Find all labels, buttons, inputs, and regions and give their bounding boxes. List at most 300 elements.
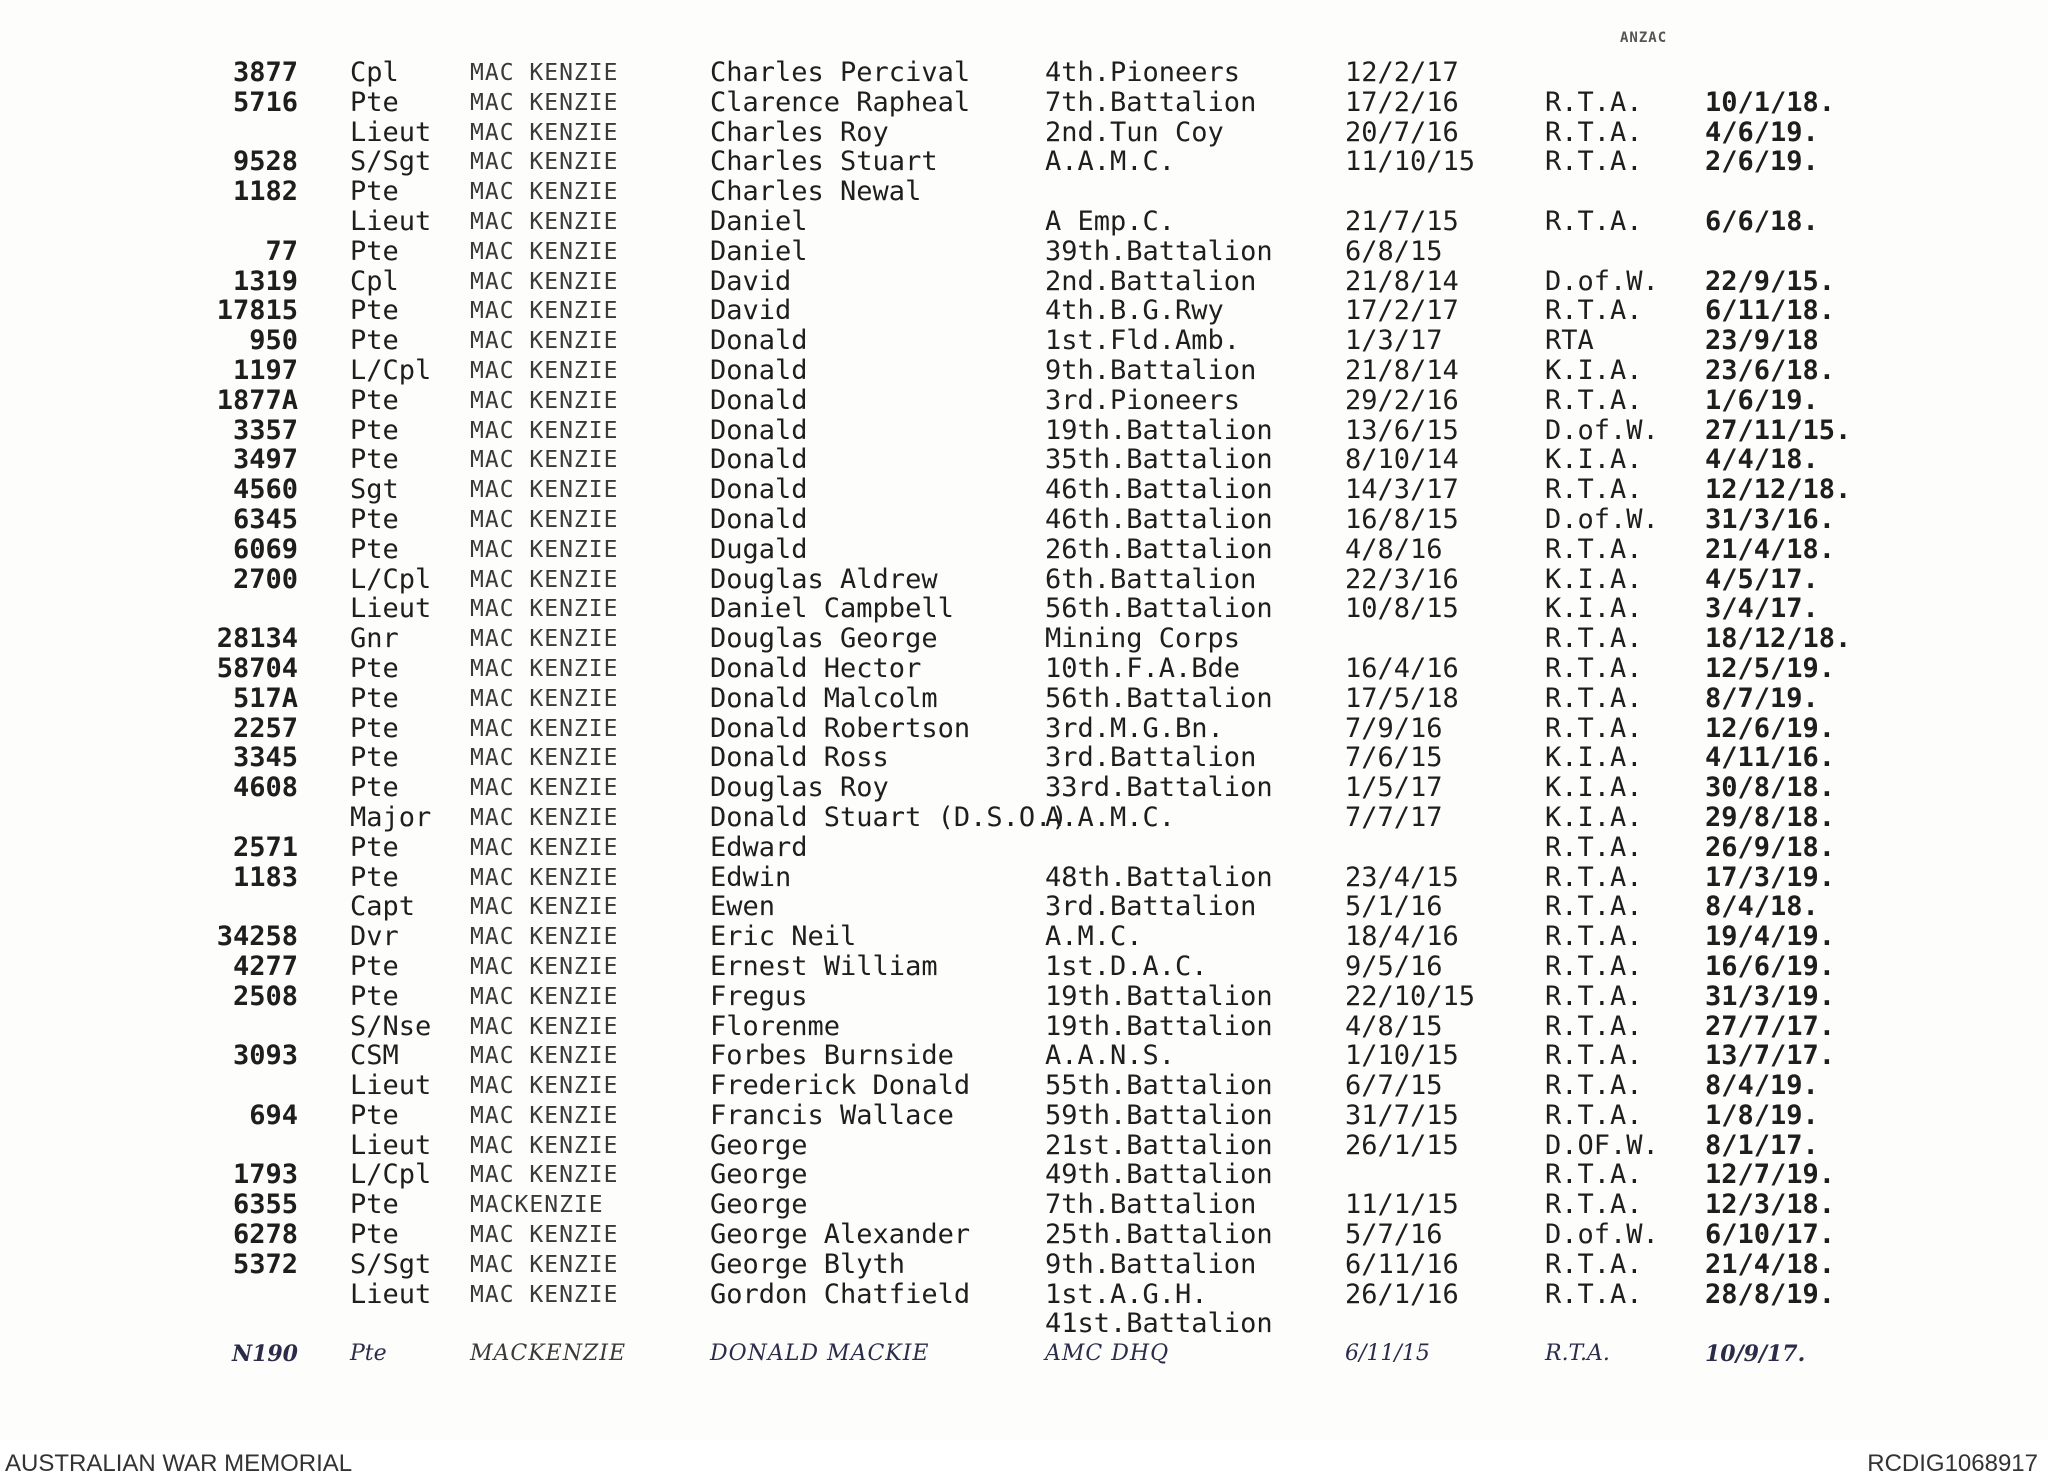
rank: Pte [350, 176, 399, 208]
surname: MAC KENZIE [470, 1162, 619, 1189]
rank: L/Cpl [350, 354, 432, 386]
roll-row [0, 505, 2048, 535]
unit: A Emp.C. [1045, 205, 1176, 237]
unit: A.M.C. [1045, 921, 1143, 953]
fate: R.T.A. [1545, 921, 1643, 953]
given-names: Donald Malcolm [710, 682, 938, 714]
rank: Gnr [350, 623, 399, 655]
roll-row [0, 416, 2048, 446]
roll-row [0, 1309, 2048, 1339]
rank: Cpl [350, 57, 399, 88]
surname: MAC KENZIE [470, 506, 619, 533]
rank: Lieut [350, 1278, 432, 1310]
rank: Pte [350, 1189, 399, 1221]
given-names: Charles Roy [710, 116, 889, 148]
roll-row [0, 684, 2048, 714]
rank: S/Sgt [350, 1248, 432, 1280]
service-number: 2700 [232, 563, 298, 595]
given-names: Douglas George [710, 623, 938, 655]
enlistment-date: 4/8/15 [1345, 1010, 1443, 1042]
surname: MAC KENZIE [470, 179, 619, 206]
fate-date: 27/7/17. [1705, 1010, 1836, 1042]
given-names: Ernest William [710, 950, 938, 982]
surname: MAC KENZIE [470, 298, 619, 325]
enlistment-date: 4/8/16 [1345, 533, 1443, 565]
fate: R.T.A. [1545, 950, 1643, 982]
given-names: Francis Wallace [710, 1099, 954, 1131]
enlistment-date: 17/5/18 [1345, 682, 1459, 714]
given-names: Eric Neil [710, 921, 857, 953]
enlistment-date: 11/10/15 [1345, 146, 1476, 178]
unit: 1st.A.G.H. [1045, 1278, 1208, 1310]
roll-row [0, 743, 2048, 773]
roll-row [0, 922, 2048, 952]
surname: MAC KENZIE [470, 477, 619, 504]
surname: MAC KENZIE [470, 745, 619, 772]
given-names: Daniel [710, 235, 808, 267]
surname: MAC KENZIE [470, 1102, 619, 1129]
surname: MAC KENZIE [470, 268, 619, 295]
unit: 1st.D.A.C. [1045, 950, 1208, 982]
unit: 56th.Battalion [1045, 682, 1273, 714]
fate: D.of.W. [1545, 503, 1659, 535]
unit: A.A.M.C. [1045, 801, 1176, 833]
rank: Pte [350, 86, 399, 118]
given-names: DONALD MACKIE [710, 1341, 930, 1367]
service-number: 3497 [232, 444, 298, 476]
unit: 10th.F.A.Bde [1045, 652, 1241, 684]
fate-date: 6/11/18. [1705, 295, 1836, 327]
footer-record-id: RCDIG1068917 [1867, 1450, 2038, 1477]
surname: MAC KENZIE [470, 864, 619, 891]
rank: Pte [350, 503, 399, 535]
given-names: Charles Stuart [710, 146, 938, 178]
service-number: 2508 [232, 980, 298, 1012]
fate: K.I.A. [1545, 593, 1643, 625]
fate: R.T.A. [1545, 623, 1643, 655]
fate: R.T.A. [1545, 146, 1643, 178]
unit: 2nd.Tun Coy [1045, 116, 1224, 148]
enlistment-date: 1/5/17 [1345, 772, 1443, 804]
fate: RTA [1545, 325, 1594, 357]
fate: R.T.A. [1545, 712, 1643, 744]
rank: Cpl [350, 265, 399, 297]
fate-date: 16/6/19. [1705, 950, 1836, 982]
nominal-roll-list [0, 58, 2048, 1369]
fate-date: 17/3/19. [1705, 861, 1836, 893]
fate-date: 12/7/19. [1705, 1159, 1836, 1191]
rank: Dvr [350, 921, 399, 953]
fate: R.T.A. [1545, 652, 1643, 684]
enlistment-date: 16/4/16 [1345, 652, 1459, 684]
fate: K.I.A. [1545, 444, 1643, 476]
enlistment-date: 1/10/15 [1345, 1040, 1459, 1072]
fate: K.I.A. [1545, 801, 1643, 833]
roll-row [0, 892, 2048, 922]
roll-row [0, 594, 2048, 624]
fate-date: 3/4/17. [1705, 593, 1819, 625]
given-names: Donald [710, 325, 808, 357]
unit: 49th.Battalion [1045, 1159, 1273, 1191]
rank: L/Cpl [350, 1159, 432, 1191]
given-names: Daniel [710, 205, 808, 237]
unit: 26th.Battalion [1045, 533, 1273, 565]
fate: R.T.A. [1545, 384, 1643, 416]
service-number: 6069 [232, 533, 298, 565]
surname: MAC KENZIE [470, 804, 619, 831]
fate-date: 12/5/19. [1705, 652, 1836, 684]
surname: MAC KENZIE [470, 834, 619, 861]
fate: K.I.A. [1545, 772, 1643, 804]
service-number: 1793 [232, 1159, 298, 1191]
roll-row [0, 714, 2048, 744]
unit: 59th.Battalion [1045, 1099, 1273, 1131]
unit: 3rd.Battalion [1045, 891, 1257, 923]
roll-row [0, 296, 2048, 326]
fate: R.T.A. [1545, 891, 1643, 923]
enlistment-date: 26/1/16 [1345, 1278, 1459, 1310]
unit: 39th.Battalion [1045, 235, 1273, 267]
service-number: 2257 [232, 712, 298, 744]
given-names: Donald [710, 354, 808, 386]
unit: 7th.Battalion [1045, 86, 1257, 118]
rank: Pte [350, 1341, 387, 1367]
service-number: 3093 [232, 1040, 298, 1072]
fate-date: 23/6/18. [1705, 354, 1836, 386]
service-number: 1197 [232, 354, 298, 386]
fate-date: 4/4/18. [1705, 444, 1819, 476]
fate: D.of.W. [1545, 1219, 1659, 1251]
enlistment-date: 6/8/15 [1345, 235, 1443, 267]
enlistment-date: 22/10/15 [1345, 980, 1476, 1012]
fate: R.T.A. [1545, 682, 1643, 714]
given-names: Douglas Roy [710, 772, 889, 804]
unit: 19th.Battalion [1045, 1010, 1273, 1042]
enlistment-date: 23/4/15 [1345, 861, 1459, 893]
unit: 3rd.Pioneers [1045, 384, 1241, 416]
unit: 2nd.Battalion [1045, 265, 1257, 297]
surname: MAC KENZIE [470, 208, 619, 235]
given-names: George Blyth [710, 1248, 906, 1280]
roll-row [0, 1280, 2048, 1310]
service-number: 3877 [232, 57, 298, 88]
service-number: 58704 [216, 652, 298, 684]
fate-date: 31/3/19. [1705, 980, 1836, 1012]
enlistment-date: 6/11/15 [1345, 1341, 1430, 1367]
rank: Pte [350, 295, 399, 327]
surname: MAC KENZIE [470, 1251, 619, 1278]
rank: Pte [350, 384, 399, 416]
service-number: 1877A [216, 384, 298, 416]
given-names: Donald Hector [710, 652, 922, 684]
unit: A.A.M.C. [1045, 146, 1176, 178]
rank: Pte [350, 772, 399, 804]
service-number: 3357 [232, 414, 298, 446]
fate-date: 8/4/19. [1705, 1070, 1819, 1102]
enlistment-date: 7/6/15 [1345, 742, 1443, 774]
given-names: Donald Robertson [710, 712, 971, 744]
rank: CSM [350, 1040, 399, 1072]
fate-date: 19/4/19. [1705, 921, 1836, 953]
roll-row [0, 1220, 2048, 1250]
given-names: Fregus [710, 980, 808, 1012]
unit: 9th.Battalion [1045, 1248, 1257, 1280]
roll-row [0, 624, 2048, 654]
given-names: Charles Percival [710, 57, 971, 88]
surname: MAC KENZIE [470, 983, 619, 1010]
surname: MAC KENZIE [470, 149, 619, 176]
fate-date: 29/8/18. [1705, 801, 1836, 833]
rank: Lieut [350, 116, 432, 148]
enlistment-date: 6/11/16 [1345, 1248, 1459, 1280]
fate: R.T.A. [1545, 295, 1643, 327]
given-names: Charles Newal [710, 176, 922, 208]
unit: 6th.Battalion [1045, 563, 1257, 595]
unit: 55th.Battalion [1045, 1070, 1273, 1102]
enlistment-date: 13/6/15 [1345, 414, 1459, 446]
fate-date: 12/3/18. [1705, 1189, 1836, 1221]
surname: MAC KENZIE [470, 417, 619, 444]
rank: Lieut [350, 1129, 432, 1161]
surname: MAC KENZIE [470, 685, 619, 712]
roll-row [0, 356, 2048, 386]
surname: MAC KENZIE [470, 655, 619, 682]
service-number: 4608 [232, 772, 298, 804]
rank: Pte [350, 1219, 399, 1251]
roll-row [0, 952, 2048, 982]
roll-row [0, 1160, 2048, 1190]
rank: Pte [350, 682, 399, 714]
roll-row [0, 803, 2048, 833]
service-number: 4560 [232, 474, 298, 506]
surname: MAC KENZIE [470, 775, 619, 802]
surname: MAC KENZIE [470, 387, 619, 414]
rank: Sgt [350, 474, 399, 506]
fate-date: 21/4/18. [1705, 1248, 1836, 1280]
given-names: Donald [710, 444, 808, 476]
footer-archive-name: AUSTRALIAN WAR MEMORIAL [5, 1450, 353, 1477]
service-number: 950 [249, 325, 298, 357]
fate-date: 21/4/18. [1705, 533, 1836, 565]
surname: MAC KENZIE [470, 536, 619, 563]
surname: MAC KENZIE [470, 894, 619, 921]
given-names: Donald [710, 474, 808, 506]
service-number: 694 [249, 1099, 298, 1131]
fate-date: 4/11/16. [1705, 742, 1836, 774]
surname: MAC KENZIE [470, 1281, 619, 1308]
given-names: Forbes Burnside [710, 1040, 954, 1072]
rank: Capt [350, 891, 416, 923]
enlistment-date: 1/3/17 [1345, 325, 1443, 357]
fate-date: 8/7/19. [1705, 682, 1819, 714]
given-names: Donald Ross [710, 742, 889, 774]
unit: 35th.Battalion [1045, 444, 1273, 476]
roll-row [0, 863, 2048, 893]
surname: MAC KENZIE [470, 1222, 619, 1249]
given-names: David [710, 295, 792, 327]
enlistment-date: 8/10/14 [1345, 444, 1459, 476]
given-names: Florenme [710, 1010, 841, 1042]
roll-row [0, 237, 2048, 267]
rank: Pte [350, 325, 399, 357]
fate-date: 26/9/18. [1705, 831, 1836, 863]
roll-row [0, 833, 2048, 863]
fate-date: 6/6/18. [1705, 205, 1819, 237]
fate: R.T.A. [1545, 86, 1643, 118]
fate-date: 10/1/18. [1705, 86, 1836, 118]
service-number: 1182 [232, 176, 298, 208]
rank: S/Sgt [350, 146, 432, 178]
roll-row [0, 1101, 2048, 1131]
rank: Pte [350, 533, 399, 565]
enlistment-date: 21/7/15 [1345, 205, 1459, 237]
surname: MAC KENZIE [470, 89, 619, 116]
rank: S/Nse [350, 1010, 432, 1042]
surname: MAC KENZIE [470, 1132, 619, 1159]
unit: 1st.Fld.Amb. [1045, 325, 1241, 357]
surname: MACKENZIE [470, 1341, 627, 1367]
enlistment-date: 17/2/17 [1345, 295, 1459, 327]
service-number: 4277 [232, 950, 298, 982]
fate: R.T.A. [1545, 861, 1643, 893]
fate: D.of.W. [1545, 265, 1659, 297]
surname: MAC KENZIE [470, 596, 619, 623]
enlistment-date: 29/2/16 [1345, 384, 1459, 416]
unit: 4th.Pioneers [1045, 57, 1241, 88]
unit: 46th.Battalion [1045, 503, 1273, 535]
enlistment-date: 21/8/14 [1345, 265, 1459, 297]
roll-row [0, 773, 2048, 803]
fate: R.T.A. [1545, 1099, 1643, 1131]
unit: 9th.Battalion [1045, 354, 1257, 386]
unit: 56th.Battalion [1045, 593, 1273, 625]
rank: Pte [350, 980, 399, 1012]
rank: Pte [350, 712, 399, 744]
roll-row [0, 58, 2048, 88]
unit: AMC DHQ [1045, 1341, 1170, 1367]
unit: 7th.Battalion [1045, 1189, 1257, 1221]
surname: MAC KENZIE [470, 328, 619, 355]
rank: L/Cpl [350, 563, 432, 595]
roll-row [0, 982, 2048, 1012]
service-number: 34258 [216, 921, 298, 953]
surname: MAC KENZIE [470, 715, 619, 742]
fate: R.T.A. [1545, 116, 1643, 148]
unit: A.A.N.S. [1045, 1040, 1176, 1072]
enlistment-date: 5/1/16 [1345, 891, 1443, 923]
rank: Pte [350, 950, 399, 982]
fate: R.T.A. [1545, 1248, 1643, 1280]
roll-row [0, 267, 2048, 297]
fate-date: 1/8/19. [1705, 1099, 1819, 1131]
service-number: 2571 [232, 831, 298, 863]
enlistment-date: 14/3/17 [1345, 474, 1459, 506]
service-number: 5716 [232, 86, 298, 118]
service-number: 9528 [232, 146, 298, 178]
roll-row [0, 1041, 2048, 1071]
fate: R.T.A. [1545, 1070, 1643, 1102]
unit: 3rd.Battalion [1045, 742, 1257, 774]
rank: Lieut [350, 593, 432, 625]
surname: MAC KENZIE [470, 1043, 619, 1070]
fate: R.T.A. [1545, 205, 1643, 237]
given-names: Gordon Chatfield [710, 1278, 971, 1310]
roll-row [0, 445, 2048, 475]
given-names: Dugald [710, 533, 808, 565]
fate-date: 12/12/18. [1705, 474, 1852, 506]
enlistment-date: 22/3/16 [1345, 563, 1459, 595]
fate: D.OF.W. [1545, 1129, 1659, 1161]
fate: R.T.A. [1545, 1040, 1643, 1072]
rank: Lieut [350, 1070, 432, 1102]
fate-date: 28/8/19. [1705, 1278, 1836, 1310]
roll-row [0, 535, 2048, 565]
enlistment-date: 26/1/15 [1345, 1129, 1459, 1161]
roll-row [0, 1012, 2048, 1042]
given-names: Donald [710, 414, 808, 446]
given-names: Edward [710, 831, 808, 863]
fate-date: 10/9/17. [1705, 1341, 1806, 1368]
given-names: Edwin [710, 861, 792, 893]
unit: 41st.Battalion [1045, 1308, 1273, 1340]
unit: 25th.Battalion [1045, 1219, 1273, 1251]
service-number: 6278 [232, 1219, 298, 1251]
roll-row [0, 88, 2048, 118]
header-stamp: ANZAC [1620, 30, 1668, 46]
service-number: 5372 [232, 1248, 298, 1280]
enlistment-date: 16/8/15 [1345, 503, 1459, 535]
fate-date: 4/6/19. [1705, 116, 1819, 148]
roll-row [0, 1071, 2048, 1101]
given-names: Donald [710, 384, 808, 416]
fate-date: 27/11/15. [1705, 414, 1852, 446]
service-number: 6345 [232, 503, 298, 535]
given-names: George [710, 1129, 808, 1161]
fate-date: 12/6/19. [1705, 712, 1836, 744]
roll-row [0, 177, 2048, 207]
surname: MAC KENZIE [470, 119, 619, 146]
given-names: David [710, 265, 792, 297]
fate-date: 1/6/19. [1705, 384, 1819, 416]
fate: R.T.A. [1545, 1189, 1643, 1221]
service-number: N190 [231, 1341, 298, 1368]
enlistment-date: 9/5/16 [1345, 950, 1443, 982]
given-names: George [710, 1159, 808, 1191]
surname: MAC KENZIE [470, 1013, 619, 1040]
surname: MAC KENZIE [470, 924, 619, 951]
surname: MAC KENZIE [470, 1073, 619, 1100]
rank: Major [350, 801, 432, 833]
surname: MACKENZIE [470, 1192, 604, 1219]
service-number: 17815 [216, 295, 298, 327]
roll-row [0, 1339, 2048, 1369]
roll-row [0, 207, 2048, 237]
roll-row [0, 147, 2048, 177]
roll-row [0, 1190, 2048, 1220]
roll-row [0, 386, 2048, 416]
rank: Lieut [350, 205, 432, 237]
enlistment-date: 17/2/16 [1345, 86, 1459, 118]
fate-date: 31/3/16. [1705, 503, 1836, 535]
surname: MAC KENZIE [470, 626, 619, 653]
rank: Pte [350, 444, 399, 476]
given-names: Douglas Aldrew [710, 563, 938, 595]
fate: R.T.A. [1545, 1010, 1643, 1042]
enlistment-date: 5/7/16 [1345, 1219, 1443, 1251]
surname: MAC KENZIE [470, 60, 619, 86]
service-number: 517A [232, 682, 298, 714]
roll-row [0, 326, 2048, 356]
